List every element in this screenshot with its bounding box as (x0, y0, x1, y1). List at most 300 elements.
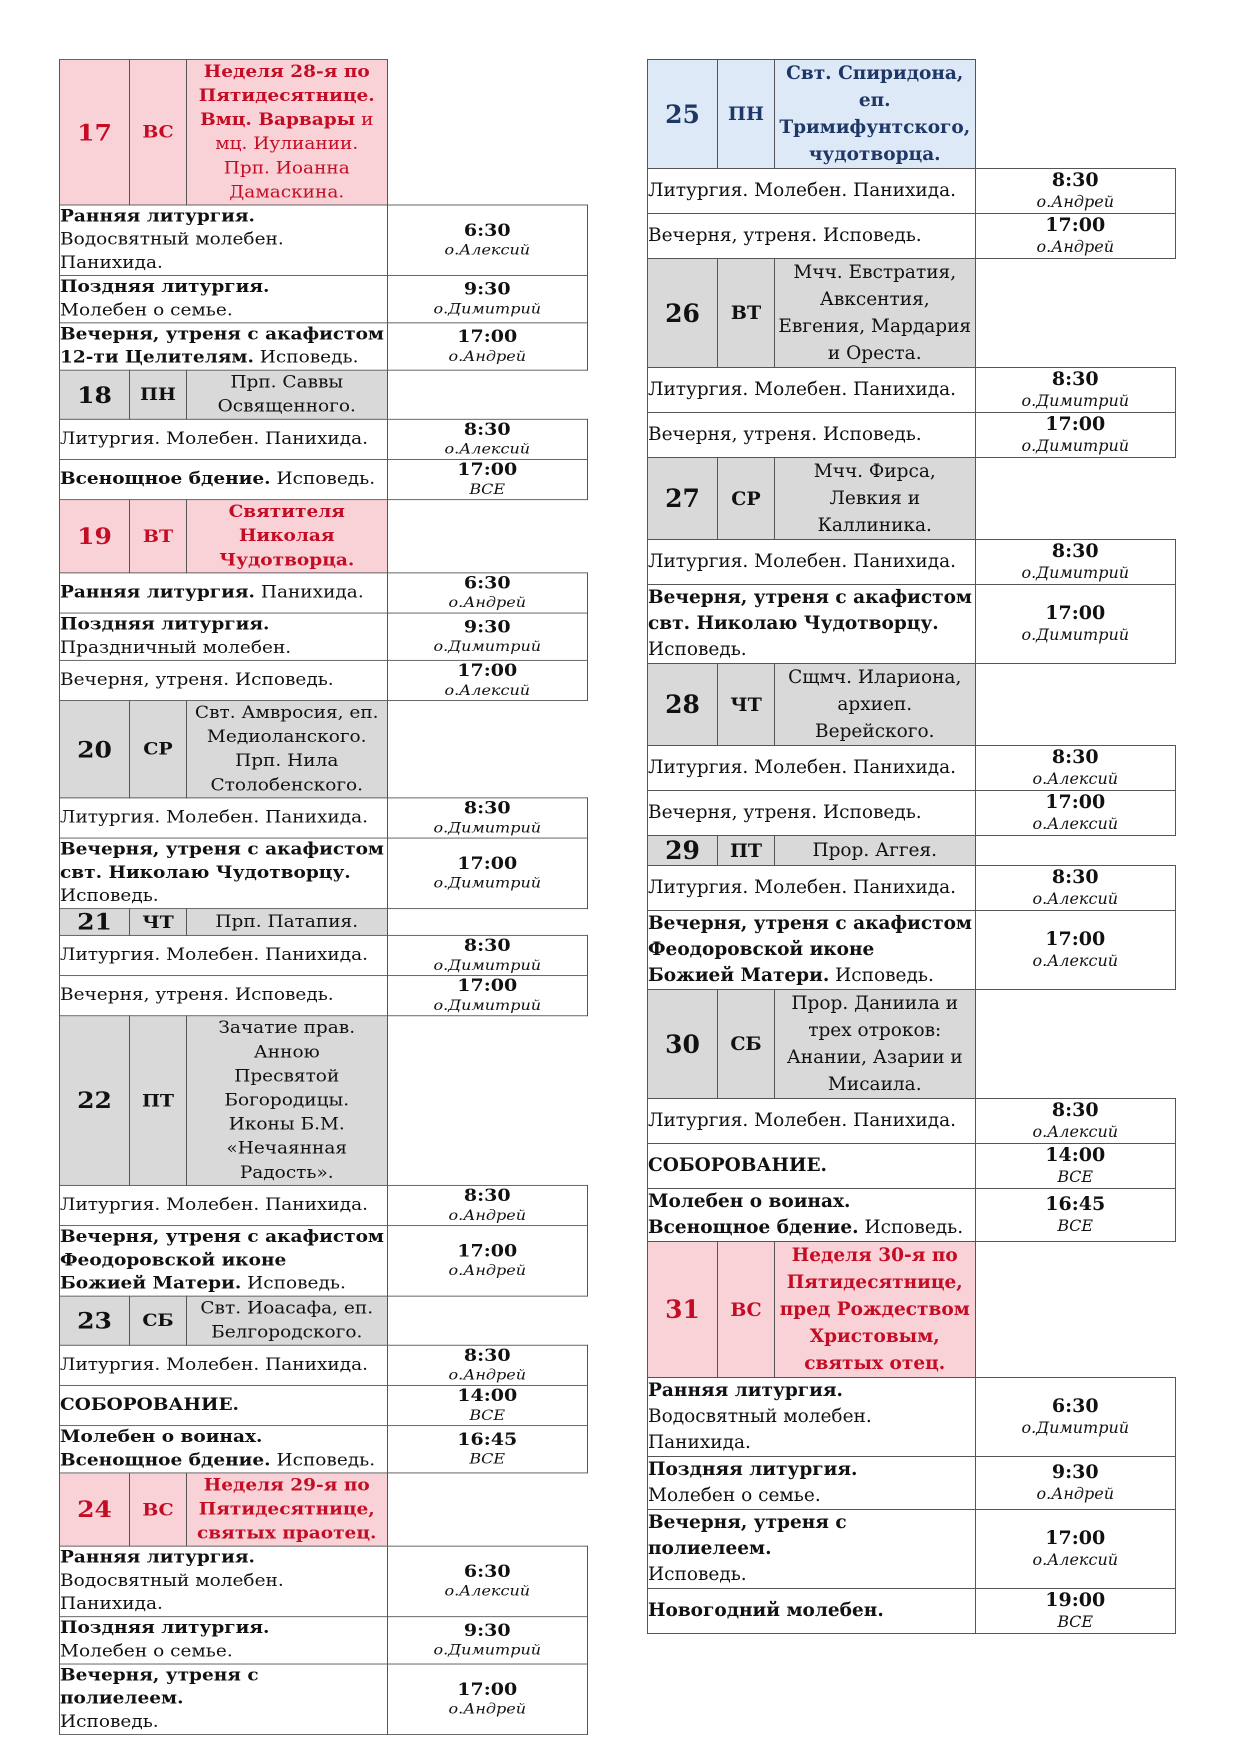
text-line (187, 1522, 387, 1546)
service-time-cell (387, 1226, 588, 1297)
service-row (60, 419, 588, 459)
priest-name: о.Димитрий (433, 818, 542, 836)
priest-name: о.Димитрий (433, 996, 542, 1014)
feast-title (187, 1473, 388, 1546)
text-segment: Вечерня, утреня с акафистом (60, 325, 384, 344)
service-description (648, 1589, 976, 1634)
text-line (648, 963, 975, 989)
text-line (648, 911, 975, 937)
priest-name: о.Алексий (1032, 1122, 1119, 1141)
text-line (60, 984, 387, 1007)
service-description (648, 585, 976, 664)
service-row (60, 573, 588, 613)
service-description (648, 1457, 976, 1510)
feast-title (187, 59, 388, 205)
service-description (60, 1185, 388, 1225)
text-segment: святых отец. (804, 1353, 946, 1374)
text-line (648, 755, 975, 781)
text-segment: Вечерня, утреня с полиелеем. (60, 1666, 259, 1709)
service-time: 17:00 (457, 660, 518, 681)
service-row (60, 323, 588, 370)
text-segment: Прп. Нила Столобенского. (210, 751, 364, 795)
service-time-cell (387, 1345, 588, 1385)
service-description (60, 205, 388, 276)
service-description (60, 613, 388, 660)
service-time-cell (387, 459, 588, 499)
service-row (60, 838, 588, 909)
text-line (648, 223, 975, 249)
text-line (648, 800, 975, 826)
service-description (648, 1099, 976, 1144)
service-time: 8:30 (463, 1345, 511, 1366)
text-segment: Ранняя литургия. (648, 1380, 843, 1401)
text-segment: Панихида. (254, 583, 364, 602)
service-time-cell (975, 746, 1176, 791)
text-segment: Всенощное бдение. (648, 1217, 859, 1238)
service-time-cell (387, 1617, 588, 1664)
text-line (775, 990, 975, 1044)
priest-name: о.Андрей (448, 1700, 527, 1718)
text-segment: СОБОРОВАНИЕ. (60, 1395, 239, 1415)
priest-name: ВСЕ (1057, 1167, 1094, 1186)
service-description (648, 169, 976, 214)
text-line (60, 428, 387, 451)
service-time: 14:00 (457, 1385, 518, 1406)
priest-name: о.Андрей (1036, 1484, 1115, 1503)
service-row (648, 866, 1176, 911)
service-description (648, 791, 976, 836)
text-segment: Водосвятный молебен. Панихида. (648, 1406, 872, 1453)
text-segment: Исповедь. (858, 1217, 964, 1238)
day-header-row (60, 701, 588, 798)
text-line (648, 611, 975, 637)
service-description (648, 1144, 976, 1189)
text-segment: Литургия. Молебен. Панихида. (648, 379, 957, 400)
priest-name: о.Димитрий (433, 300, 542, 318)
text-line (60, 1547, 387, 1570)
service-description (60, 1426, 388, 1473)
priest-name: о.Алексий (1032, 814, 1119, 833)
text-line (60, 1194, 387, 1217)
text-segment: Исповедь. (241, 1274, 346, 1294)
priest-name: о.Андрей (448, 1261, 527, 1279)
text-segment: Тримифунтского, чудотворца. (779, 117, 971, 165)
service-time-cell (387, 1546, 588, 1617)
schedule-table-left (59, 59, 588, 1735)
feast-title (187, 500, 388, 573)
text-line (775, 837, 975, 864)
service-time-cell (975, 911, 1176, 990)
day-header-row (648, 836, 1176, 866)
day-header-row (60, 1296, 588, 1345)
priest-name: о.Димитрий (1021, 563, 1130, 582)
service-time: 17:00 (1045, 413, 1106, 435)
text-segment: Литургия. Молебен. Панихида. (60, 1195, 369, 1215)
service-time-cell (387, 276, 588, 323)
service-time-cell (975, 791, 1176, 836)
service-time: 9:30 (463, 279, 511, 300)
weekday: ВТ (718, 259, 775, 368)
service-description (60, 1546, 388, 1617)
service-time: 9:30 (463, 617, 511, 637)
text-line (648, 1457, 975, 1483)
text-line (60, 1226, 387, 1249)
day-number: 30 (648, 990, 718, 1099)
text-segment: Анании, Азарии и Мисаила. (786, 1047, 963, 1095)
day-number: 19 (60, 500, 130, 573)
service-time: 17:00 (457, 1241, 518, 1261)
text-line (775, 664, 975, 691)
service-time: 17:00 (1045, 928, 1106, 950)
service-time-cell (975, 1378, 1176, 1457)
priest-name: ВСЕ (469, 1450, 506, 1468)
service-time-cell (387, 205, 588, 276)
text-segment: Литургия. Молебен. Панихида. (60, 945, 369, 965)
text-line (775, 1242, 975, 1296)
text-line (648, 1378, 975, 1404)
service-description (60, 276, 388, 323)
text-line (60, 468, 387, 491)
text-segment: Вечерня, утреня. Исповедь. (648, 225, 922, 246)
text-segment: Вечерня, утреня. Исповедь. (648, 802, 922, 823)
text-line (648, 549, 975, 575)
service-time: 8:30 (1051, 169, 1099, 191)
service-row (648, 540, 1176, 585)
service-time: 8:30 (463, 419, 511, 440)
day-number: 26 (648, 259, 718, 368)
text-segment: Ранняя литургия. (60, 207, 255, 226)
text-segment: Всенощное бдение. (60, 1451, 271, 1470)
priest-name: о.Димитрий (1021, 391, 1130, 410)
service-row (60, 660, 588, 700)
service-time: 8:30 (1051, 866, 1099, 888)
feast-title (187, 370, 388, 419)
schedule-column-right (647, 59, 1176, 1634)
service-description (60, 935, 388, 975)
text-line (60, 862, 387, 885)
text-segment: Ранняя литургия. (60, 583, 255, 602)
day-number: 29 (648, 836, 718, 866)
service-description (648, 1378, 976, 1457)
service-time: 16:45 (457, 1429, 518, 1450)
service-time-cell (975, 169, 1176, 214)
service-time-cell (387, 613, 588, 660)
text-line (60, 1570, 387, 1616)
day-header-row (648, 60, 1176, 169)
feast-title (775, 60, 976, 169)
service-description (648, 911, 976, 990)
text-line (187, 1473, 387, 1521)
text-segment: Молебен о семье. (60, 300, 233, 320)
service-description (648, 368, 976, 413)
text-segment: Поздняя литургия. (60, 277, 270, 297)
service-description (648, 540, 976, 585)
text-segment: Неделя 28-я по Пятидесятнице. (198, 62, 375, 106)
service-time-cell (975, 214, 1176, 259)
priest-name: о.Алексий (444, 241, 531, 259)
text-line (60, 839, 387, 862)
text-line (648, 585, 975, 611)
day-header-row (60, 370, 588, 419)
text-segment: Праздничный молебен. (60, 638, 292, 658)
text-segment: Новогодний молебен. (648, 1600, 884, 1621)
text-line (60, 1394, 387, 1417)
weekday: СБ (130, 1296, 187, 1345)
day-number: 25 (648, 60, 718, 169)
service-time-cell (975, 1099, 1176, 1144)
service-time: 8:30 (463, 798, 511, 818)
day-header-row (60, 1473, 588, 1546)
service-row (648, 1378, 1176, 1457)
text-line (60, 1640, 387, 1663)
day-number: 18 (60, 370, 130, 419)
text-segment: Прор. Аггея. (812, 840, 938, 861)
text-line (775, 114, 975, 168)
priest-name: о.Андрей (448, 347, 527, 365)
service-description (60, 798, 388, 838)
priest-name: о.Димитрий (1021, 436, 1130, 455)
text-line (187, 1064, 387, 1112)
text-segment: Поздняя литургия. (648, 1459, 858, 1480)
text-segment: Литургия. Молебен. Панихида. (60, 429, 369, 449)
day-number: 24 (60, 1473, 130, 1546)
service-row (60, 276, 588, 323)
service-time: 6:30 (463, 220, 511, 241)
service-description (648, 214, 976, 259)
text-line (60, 276, 387, 299)
priest-name: о.Алексий (444, 440, 531, 458)
text-segment: святых праотец. (197, 1524, 377, 1544)
feast-title (775, 836, 976, 866)
service-time-cell (975, 866, 1176, 911)
service-time-cell (387, 798, 588, 838)
text-segment: Мчч. Евстратия, Авксентия, (793, 262, 957, 310)
text-segment: Водосвятный молебен. Панихида. (60, 230, 284, 273)
text-line (775, 60, 975, 114)
text-segment: Исповедь. (253, 348, 359, 368)
service-description (648, 1510, 976, 1589)
text-segment: Неделя 30-я по Пятидесятнице, (786, 1245, 963, 1293)
priest-name: о.Андрей (1036, 237, 1115, 256)
schedule-column-left (59, 59, 588, 1735)
service-row (648, 585, 1176, 664)
service-time-cell (387, 573, 588, 613)
day-number: 21 (60, 909, 130, 936)
service-time-cell (975, 1589, 1176, 1634)
service-row (648, 791, 1176, 836)
priest-name: о.Алексий (1032, 951, 1119, 970)
service-time: 6:30 (463, 573, 511, 593)
text-line (648, 1483, 975, 1509)
service-description (648, 866, 976, 911)
text-line (60, 637, 387, 660)
service-description (60, 1617, 388, 1664)
service-row (648, 1099, 1176, 1144)
weekday: ЧТ (130, 909, 187, 936)
day-header-row (60, 59, 588, 205)
text-line (60, 1449, 387, 1472)
text-line (648, 1153, 975, 1179)
priest-name: ВСЕ (469, 1406, 506, 1424)
service-row (60, 798, 588, 838)
day-header-row (60, 1016, 588, 1186)
service-description (60, 660, 388, 700)
service-description (60, 838, 388, 909)
weekday: ВС (130, 1473, 187, 1546)
feast-title (775, 259, 976, 368)
text-segment: Литургия. Молебен. Панихида. (648, 1110, 957, 1131)
service-time: 16:45 (1045, 1193, 1106, 1215)
text-line (187, 60, 387, 108)
text-segment: Ранняя литургия. (60, 1548, 255, 1568)
text-line (187, 500, 387, 572)
text-segment: пред Рождеством Христовым, (779, 1299, 970, 1347)
weekday: ВС (130, 59, 187, 205)
priest-name: о.Димитрий (433, 874, 542, 892)
service-time: 17:00 (457, 1679, 518, 1700)
service-row (60, 1617, 588, 1664)
day-header-row (648, 458, 1176, 540)
text-line (775, 259, 975, 313)
text-segment: Литургия. Молебен. Панихида. (60, 808, 369, 827)
service-time: 8:30 (1051, 1099, 1099, 1121)
text-line (60, 1664, 387, 1710)
service-row (648, 1144, 1176, 1189)
text-line (60, 581, 387, 604)
feast-title (775, 990, 976, 1099)
text-segment: Евгения, Мардария и Ореста. (778, 316, 972, 364)
service-time-cell (387, 1385, 588, 1425)
text-segment: Молебен о воинах. (60, 1427, 263, 1447)
text-line (187, 108, 387, 156)
service-time: 17:00 (1045, 602, 1106, 624)
weekday: СБ (718, 990, 775, 1099)
service-time-cell (975, 1457, 1176, 1510)
text-segment: 12-ти Целителям. (60, 348, 254, 368)
text-line (648, 875, 975, 901)
text-segment: Свт. Иоасафа, еп. Белгородского. (200, 1299, 374, 1343)
text-line (60, 1426, 387, 1449)
text-segment: Неделя 29-я по Пятидесятнице, (198, 1476, 375, 1519)
text-segment: Прп. Саввы Освященного. (217, 373, 356, 417)
priest-name: о.Алексий (1032, 889, 1119, 908)
service-time-cell (387, 660, 588, 700)
service-row (60, 1664, 588, 1735)
service-row (648, 746, 1176, 791)
service-description (648, 746, 976, 791)
text-segment: Феодоровской иконе (648, 939, 875, 960)
feast-title (187, 1016, 388, 1186)
text-segment: Литургия. Молебен. Панихида. (648, 551, 957, 572)
priest-name: ВСЕ (1057, 1216, 1094, 1235)
priest-name: о.Андрей (448, 1206, 527, 1224)
feast-title (775, 664, 976, 746)
text-segment: Исповедь. (270, 469, 376, 489)
feast-title (775, 458, 976, 540)
text-line (187, 156, 387, 204)
weekday: ВС (718, 1242, 775, 1378)
day-number: 23 (60, 1296, 130, 1345)
text-segment: Прор. Даниила и трех отроков: (791, 993, 959, 1041)
text-line (775, 458, 975, 539)
text-segment: Прп. Иоанна Дамаскина. (223, 159, 350, 202)
priest-name: о.Димитрий (433, 637, 542, 655)
priest-name: о.Андрей (448, 593, 527, 611)
service-time: 14:00 (1045, 1144, 1106, 1166)
text-segment: Пресвятой Богородицы. (224, 1067, 350, 1110)
priest-name: о.Алексий (444, 681, 531, 699)
priest-name: о.Алексий (444, 1582, 531, 1600)
text-line (60, 613, 387, 636)
weekday: ЧТ (718, 664, 775, 746)
text-segment: Исповедь. (648, 1564, 747, 1585)
priest-name: ВСЕ (469, 480, 506, 498)
text-segment: Божией Матери. (60, 1274, 242, 1294)
text-segment: Исповедь. (60, 1712, 159, 1732)
text-line (60, 944, 387, 967)
feast-title (187, 909, 388, 936)
day-number: 31 (648, 1242, 718, 1378)
service-time-cell (387, 1426, 588, 1473)
service-description (648, 1189, 976, 1242)
text-line (648, 178, 975, 204)
service-time-cell (387, 976, 588, 1016)
text-segment: Вечерня, утреня. Исповедь. (648, 424, 922, 445)
service-time-cell (387, 1664, 588, 1735)
service-time-cell (975, 540, 1176, 585)
text-segment: Иконы Б.М. «Нечаянная Радость». (226, 1115, 348, 1183)
weekday: СР (130, 701, 187, 798)
service-time: 8:30 (1051, 540, 1099, 562)
weekday: ПН (130, 370, 187, 419)
priest-name: о.Алексий (1032, 769, 1119, 788)
day-number: 27 (648, 458, 718, 540)
text-segment: свт. Николаю Чудотворцу. (60, 863, 351, 883)
service-time-cell (975, 1144, 1176, 1189)
text-segment: Литургия. Молебен. Панихида. (648, 757, 957, 778)
service-row (648, 169, 1176, 214)
service-time-cell (387, 838, 588, 909)
service-time: 17:00 (457, 326, 518, 347)
service-description (60, 573, 388, 613)
text-segment: Молебен о семье. (60, 1642, 233, 1661)
text-segment: Всенощное бдение. (60, 469, 271, 489)
service-description (60, 1385, 388, 1425)
service-description (60, 419, 388, 459)
day-number: 20 (60, 701, 130, 798)
service-time: 6:30 (463, 1561, 511, 1582)
text-line (60, 1249, 387, 1272)
service-time: 8:30 (1051, 368, 1099, 390)
service-row (648, 1589, 1176, 1634)
service-row (60, 459, 588, 499)
priest-name: о.Алексий (1032, 1550, 1119, 1569)
day-header-row (648, 664, 1176, 746)
text-line (648, 422, 975, 448)
text-segment: Свт. Амвросия, еп. Медиоланского. (194, 703, 379, 747)
text-line (60, 885, 387, 908)
text-segment: Вмц. Варвары (200, 110, 356, 130)
text-line (648, 637, 975, 663)
day-header-row (648, 259, 1176, 368)
priest-name: о.Димитрий (433, 1641, 542, 1659)
text-line (60, 806, 387, 829)
text-line (60, 1617, 387, 1640)
text-line (60, 205, 387, 228)
text-segment: Поздняя литургия. (60, 615, 270, 635)
text-line (648, 1215, 975, 1241)
service-time-cell (975, 1189, 1176, 1242)
